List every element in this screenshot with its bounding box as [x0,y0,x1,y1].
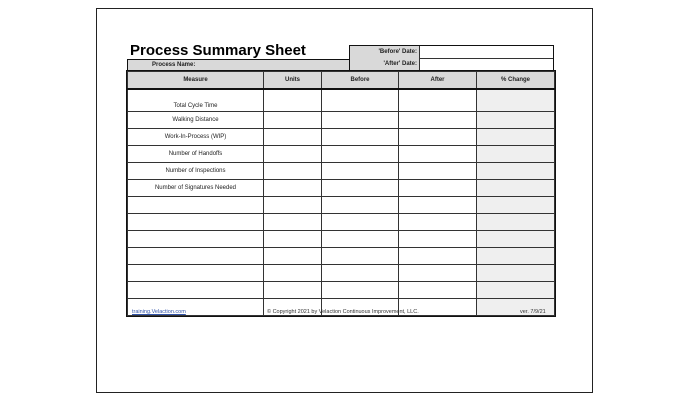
process-name-row[interactable] [127,59,349,71]
col-header-after: After [399,72,477,90]
measure-cell: Walking Distance [128,112,264,129]
after-cell[interactable] [399,282,477,299]
measure-cell [128,282,264,299]
after-cell[interactable] [399,163,477,180]
table-row [128,129,555,146]
table-row [128,248,555,265]
before-cell[interactable] [322,265,399,282]
measure-cell [128,197,264,214]
after-cell[interactable] [399,129,477,146]
table-row [128,89,555,112]
before-cell[interactable] [322,231,399,248]
table-header-row [128,72,555,90]
after-cell[interactable] [399,89,477,112]
measure-cell: Total Cycle Time [128,89,264,112]
pct-change-cell[interactable] [477,129,555,146]
before-cell[interactable] [322,282,399,299]
pct-change-cell[interactable] [477,180,555,197]
table-row [128,197,555,214]
col-header-pct-change: % Change [477,72,555,90]
pct-change-cell[interactable] [477,197,555,214]
after-cell[interactable] [399,197,477,214]
units-cell[interactable] [264,180,322,197]
measure-cell [128,231,264,248]
before-cell[interactable] [322,129,399,146]
pct-change-cell[interactable] [477,112,555,129]
before-cell[interactable] [322,214,399,231]
before-cell[interactable] [322,89,399,112]
measure-cell: Number of Handoffs [128,146,264,163]
table-row [128,214,555,231]
measure-cell [128,214,264,231]
measure-cell [128,265,264,282]
page-title: Process Summary Sheet [130,42,306,59]
after-cell[interactable] [399,214,477,231]
pct-change-cell[interactable] [477,282,555,299]
table-row [128,146,555,163]
units-cell[interactable] [264,146,322,163]
after-date-label: 'After' Date: [350,58,420,70]
process-name-label: Process Name: [152,62,196,68]
col-header-measure: Measure [128,72,264,90]
units-cell[interactable] [264,197,322,214]
before-cell[interactable] [322,248,399,265]
table-row [128,231,555,248]
website-link[interactable]: training.Velaction.com [132,309,186,315]
after-cell[interactable] [399,146,477,163]
after-date-row [350,58,553,70]
after-date-field[interactable] [420,58,553,70]
units-cell[interactable] [264,231,322,248]
units-cell[interactable] [264,248,322,265]
pct-change-cell[interactable] [477,265,555,282]
after-cell[interactable] [399,231,477,248]
after-cell[interactable] [399,180,477,197]
pct-change-cell[interactable] [477,248,555,265]
col-header-before: Before [322,72,399,90]
units-cell[interactable] [264,89,322,112]
table-row [128,180,555,197]
units-cell[interactable] [264,129,322,146]
measure-table [127,71,555,316]
after-cell[interactable] [399,112,477,129]
before-cell[interactable] [322,146,399,163]
table-row [128,282,555,299]
measure-cell: Number of Signatures Needed [128,180,264,197]
before-cell[interactable] [322,197,399,214]
units-cell[interactable] [264,163,322,180]
pct-change-cell[interactable] [477,214,555,231]
pct-change-cell[interactable] [477,163,555,180]
measure-cell: Number of Inspections [128,163,264,180]
before-cell[interactable] [322,112,399,129]
units-cell[interactable] [264,282,322,299]
after-cell[interactable] [399,265,477,282]
table-row [128,112,555,129]
units-cell[interactable] [264,112,322,129]
measure-cell [128,248,264,265]
before-cell[interactable] [322,163,399,180]
pct-change-cell[interactable] [477,231,555,248]
before-date-label: 'Before' Date: [350,46,420,58]
after-cell[interactable] [399,248,477,265]
before-cell[interactable] [322,180,399,197]
table-row [128,163,555,180]
measure-cell: Work-In-Process (WIP) [128,129,264,146]
copyright-text: © Copyright 2021 by Velaction Continuous Improvement, LLC. [267,309,419,315]
version-text: ver. 7/9/21 [520,309,546,315]
pct-change-cell[interactable] [477,89,555,112]
table-row [128,265,555,282]
units-cell[interactable] [264,214,322,231]
before-date-field[interactable] [420,46,553,58]
pct-change-cell[interactable] [477,146,555,163]
date-box [349,45,554,72]
col-header-units: Units [264,72,322,90]
units-cell[interactable] [264,265,322,282]
